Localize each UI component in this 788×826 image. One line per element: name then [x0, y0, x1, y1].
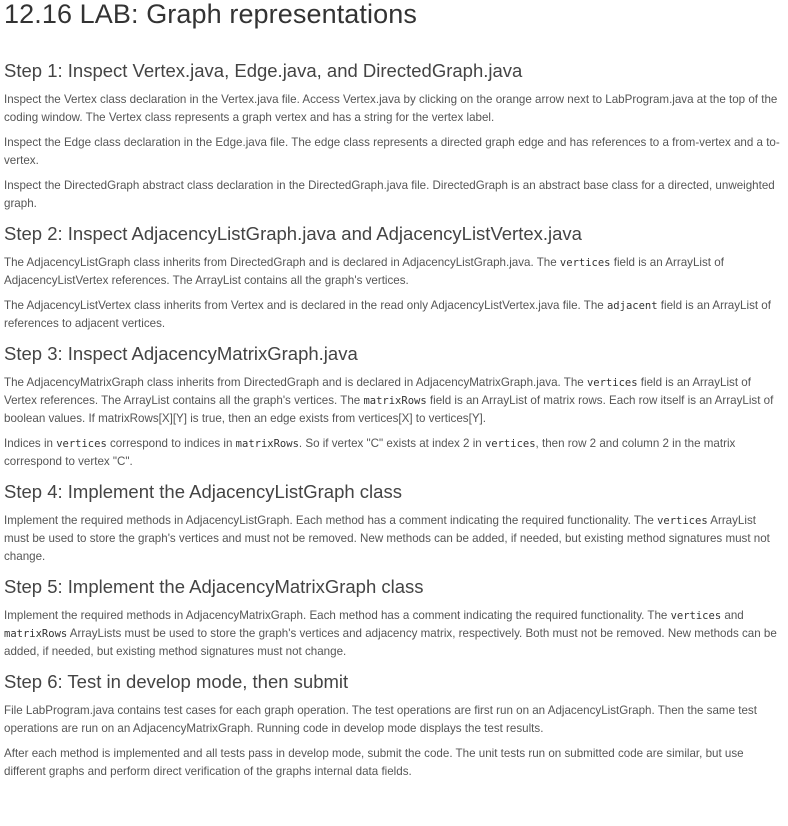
steps-container — [4, 59, 782, 781]
step-heading: Step 6: Test in develop mode, then submit — [4, 671, 349, 692]
step-heading: Step 3: Inspect AdjacencyMatrixGraph.java — [4, 343, 358, 364]
step-section-1 — [4, 59, 782, 213]
inline-code: vertices — [670, 610, 722, 622]
step-paragraph: File LabProgram.java contains test cases for each graph operation. The test operations are first run on an AdjacencyListGraph. Then the same test operations are run on an AdjacencyMatrixGraph. Running code in develop mode displays the test results. — [4, 704, 757, 735]
step-paragraph: Implement the required methods in AdjacencyListGraph. Each method has a comment indicating the required functionality. The vertices ArrayList must be used to store the graph's vertices and must not be removed. New methods can be added, if needed, but existing method signatures must not change. — [4, 514, 770, 563]
step-heading: Step 4: Implement the AdjacencyListGraph class — [4, 481, 402, 502]
inline-code: matrixRows — [4, 628, 68, 640]
step-heading: Step 5: Implement the AdjacencyMatrixGraph class — [4, 576, 424, 597]
inline-code: adjacent — [606, 300, 658, 312]
inline-code: vertices — [56, 438, 107, 450]
step-paragraph: Inspect the Edge class declaration in the Edge.java file. The edge class represents a directed graph edge and has references to a from-vertex and a to-vertex. — [4, 136, 780, 167]
page-title: 12.16 LAB: Graph representations — [4, 0, 417, 29]
step-paragraph: Inspect the Vertex class declaration in the Vertex.java file. Access Vertex.java by clicking on the orange arrow next to LabProgram.java at the top of the coding window. The Vertex class represents a graph vertex and has a string for the vertex label. — [4, 93, 778, 124]
step-section-4 — [4, 480, 782, 566]
step-paragraph: Implement the required methods in AdjacencyMatrixGraph. Each method has a comment indicating the required functionality. The vertices and matrixRows ArrayLists must be used to store the graph's vertices and adjacency matrix, respectively. Both must not be removed. New methods can be added, if needed, but existing method signatures must not change. — [4, 609, 777, 658]
step-paragraph: Inspect the DirectedGraph abstract class declaration in the DirectedGraph.java file. DirectedGraph is an abstract base class for a directed, unweighted graph. — [4, 179, 775, 210]
step-paragraph: The AdjacencyListGraph class inherits from DirectedGraph and is declared in AdjacencyListGraph.java. The vertices field is an ArrayList of AdjacencyListVertex references. The ArrayList contains all the graph's vertices. — [4, 256, 724, 287]
inline-code: vertices — [586, 377, 638, 389]
step-paragraph: The AdjacencyMatrixGraph class inherits from DirectedGraph and is declared in AdjacencyMatrixGraph.java. The vertices field is an ArrayList of Vertex references. The ArrayList contains all the graph's vertices. The matrixRows field is an ArrayList of matrix rows. Each row itself is an ArrayList of boolean values. If matrixRows[X][Y] is true, then an edge exists from vertices[X] to vertices[Y]. — [4, 376, 774, 425]
step-heading: Step 2: Inspect AdjacencyListGraph.java and AdjacencyListVertex.java — [4, 223, 582, 244]
step-paragraph: After each method is implemented and all tests pass in develop mode, submit the code. The unit tests run on submitted code are similar, but use different graphs and perform direct verification of the graphs internal data fields. — [4, 747, 744, 778]
step-section-2 — [4, 222, 782, 333]
inline-code: vertices — [657, 515, 708, 527]
inline-code: vertices — [484, 438, 536, 450]
step-heading: Step 1: Inspect Vertex.java, Edge.java, and DirectedGraph.java — [4, 60, 523, 81]
inline-code: matrixRows — [363, 395, 427, 407]
inline-code: vertices — [559, 257, 611, 269]
step-section-6 — [4, 670, 782, 781]
inline-code: matrixRows — [235, 438, 299, 450]
step-paragraph: The AdjacencyListVertex class inherits from Vertex and is declared in the read only AdjacencyListVertex.java file. The adjacent field is an ArrayList of references to adjacent vertices. — [4, 299, 771, 330]
step-section-5 — [4, 575, 782, 661]
step-paragraph: Indices in vertices correspond to indices in matrixRows. So if vertex "C" exists at index 2 in vertices, then row 2 and column 2 in the matrix correspond to vertex "C". — [4, 437, 736, 468]
step-section-3 — [4, 342, 782, 471]
